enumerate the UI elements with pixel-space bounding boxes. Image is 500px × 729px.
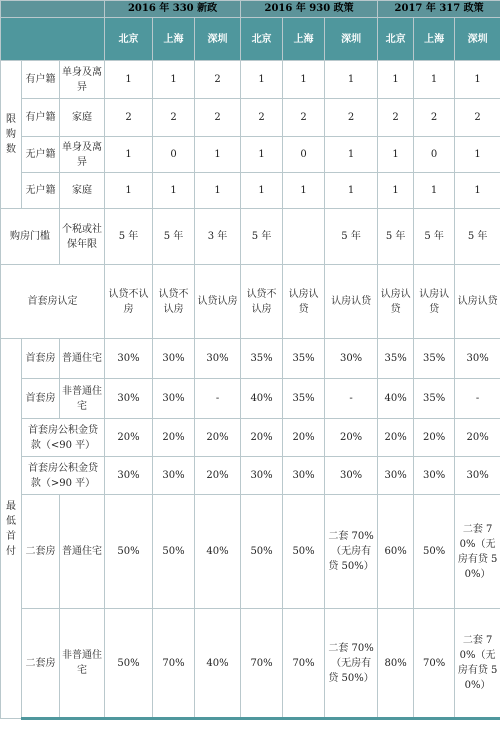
table-cell: 70% (283, 609, 325, 719)
table-cell: 5 年 (153, 209, 195, 265)
table-cell: 认房认贷 (283, 265, 325, 339)
row-category: 二套房 (22, 495, 60, 609)
table-cell: 认房认贷 (325, 265, 378, 339)
table-cell: 30% (283, 457, 325, 495)
table-cell: 35% (241, 339, 283, 379)
table-cell: 50% (105, 495, 153, 609)
table-cell: 70% (414, 609, 455, 719)
table-cell: 2 (195, 99, 241, 137)
table-cell: 认贷认房 (195, 265, 241, 339)
table-cell: 20% (283, 419, 325, 457)
table-cell: 5 年 (378, 209, 414, 265)
table-cell: 20% (105, 419, 153, 457)
table-cell: 20% (414, 419, 455, 457)
row-subcategory: 单身及离异 (60, 137, 105, 173)
table-cell: 1 (153, 61, 195, 99)
table-cell: 1 (455, 61, 500, 99)
table-cell: 二套 70%（无房有贷 50%） (455, 495, 500, 609)
row-category: 无户籍 (22, 137, 60, 173)
table-cell: 35% (283, 379, 325, 419)
table-cell: 5 年 (414, 209, 455, 265)
table-cell: 50% (414, 495, 455, 609)
table-cell: 5 年 (241, 209, 283, 265)
table-cell: 1 (105, 173, 153, 209)
row-category: 二套房 (22, 609, 60, 719)
table-cell: 2 (325, 99, 378, 137)
table-cell: 二套 70%（无房有贷 50%） (325, 495, 378, 609)
row-subcategory: 个税或社保年限 (60, 209, 105, 265)
table-cell: 30% (455, 457, 500, 495)
table-cell: 1 (195, 173, 241, 209)
table-cell: 35% (378, 339, 414, 379)
table-cell: 30% (153, 457, 195, 495)
table-cell: 5 年 (455, 209, 500, 265)
row-category: 首套房 (22, 379, 60, 419)
table-cell: 20% (455, 419, 500, 457)
table-cell: 0 (153, 137, 195, 173)
table-cell: 50% (153, 495, 195, 609)
row-category: 无户籍 (22, 173, 60, 209)
table-cell: 50% (105, 609, 153, 719)
table-cell (283, 209, 325, 265)
table-cell: 40% (241, 379, 283, 419)
row-category: 首套房公积金贷款（>90 平） (22, 457, 105, 495)
table-cell: 1 (105, 137, 153, 173)
city-header: 北京 (241, 18, 283, 61)
table-cell: 30% (414, 457, 455, 495)
city-header: 北京 (378, 18, 414, 61)
row-category: 有户籍 (22, 61, 60, 99)
table-cell: 35% (283, 339, 325, 379)
table-cell: 认贷不认房 (105, 265, 153, 339)
table-cell: 二套 70%（无房有贷 50%） (455, 609, 500, 719)
table-cell: 1 (241, 137, 283, 173)
table-cell: 30% (105, 379, 153, 419)
city-header: 上海 (414, 18, 455, 61)
city-header: 深圳 (455, 18, 500, 61)
table-cell: 40% (195, 495, 241, 609)
row-subcategory: 非普通住宅 (60, 379, 105, 419)
table-cell: 30% (105, 457, 153, 495)
table-cell: 2 (414, 99, 455, 137)
table-cell: 2 (241, 99, 283, 137)
section-recognition: 首套房认定 (1, 265, 105, 339)
table-cell: 认房认贷 (414, 265, 455, 339)
row-subcategory: 单身及离异 (60, 61, 105, 99)
city-header: 北京 (105, 18, 153, 61)
table-cell: 35% (414, 379, 455, 419)
table-cell: 30% (195, 339, 241, 379)
table-cell: 2 (283, 99, 325, 137)
city-header: 深圳 (325, 18, 378, 61)
table-cell: - (195, 379, 241, 419)
table-cell: 1 (241, 61, 283, 99)
table-cell: 1 (241, 173, 283, 209)
row-subcategory: 非普通住宅 (60, 609, 105, 719)
table-cell: 80% (378, 609, 414, 719)
city-header: 上海 (153, 18, 195, 61)
header-blank-2 (1, 18, 105, 61)
table-cell: 1 (378, 61, 414, 99)
table-cell: 35% (414, 339, 455, 379)
table-cell: 20% (241, 419, 283, 457)
row-category: 首套房公积金贷款（<90 平） (22, 419, 105, 457)
table-cell: 1 (283, 61, 325, 99)
section-purchase-limit: 限购数 (1, 61, 22, 209)
table-cell: 20% (325, 419, 378, 457)
table-cell: 30% (241, 457, 283, 495)
header-blank (1, 1, 105, 18)
table-cell: 20% (195, 457, 241, 495)
table-cell: 30% (378, 457, 414, 495)
table-cell: 1 (414, 61, 455, 99)
city-header: 上海 (283, 18, 325, 61)
table-cell: 1 (455, 173, 500, 209)
table-cell: 5 年 (105, 209, 153, 265)
table-cell: 1 (153, 173, 195, 209)
table-cell: 1 (325, 137, 378, 173)
table-cell: 70% (241, 609, 283, 719)
group-header-2017-317: 2017 年 317 政策 (378, 1, 500, 18)
table-cell: 认房认贷 (378, 265, 414, 339)
table-cell: 2 (378, 99, 414, 137)
city-header: 深圳 (195, 18, 241, 61)
table-cell: 40% (195, 609, 241, 719)
table-cell: 2 (153, 99, 195, 137)
row-category: 首套房 (22, 339, 60, 379)
table-cell: 20% (153, 419, 195, 457)
table-cell: 认房认贷 (455, 265, 500, 339)
row-subcategory: 普通住宅 (60, 495, 105, 609)
table-cell: 30% (153, 379, 195, 419)
table-cell: 认贷不认房 (153, 265, 195, 339)
table-cell: 50% (241, 495, 283, 609)
table-cell: 5 年 (325, 209, 378, 265)
table-cell: 40% (378, 379, 414, 419)
table-cell: 0 (283, 137, 325, 173)
row-subcategory: 普通住宅 (60, 339, 105, 379)
table-cell: 1 (283, 173, 325, 209)
table-cell: 30% (105, 339, 153, 379)
section-down-payment: 最低首付 (1, 339, 22, 719)
table-cell: 二套 70%（无房有贷 50%） (325, 609, 378, 719)
table-cell: 1 (195, 137, 241, 173)
table-cell: 30% (325, 339, 378, 379)
table-cell: 3 年 (195, 209, 241, 265)
table-cell: 2 (195, 61, 241, 99)
table-cell: - (455, 379, 500, 419)
group-header-2016-330: 2016 年 330 新政 (105, 1, 241, 18)
row-subcategory: 家庭 (60, 173, 105, 209)
section-threshold: 购房门槛 (1, 209, 60, 265)
table-cell: 30% (455, 339, 500, 379)
table-cell: 30% (153, 339, 195, 379)
table-cell: 1 (325, 173, 378, 209)
table-cell: 2 (105, 99, 153, 137)
table-cell: 1 (378, 137, 414, 173)
table-cell: - (325, 379, 378, 419)
row-category: 有户籍 (22, 99, 60, 137)
table-cell: 1 (378, 173, 414, 209)
table-cell: 1 (455, 137, 500, 173)
row-subcategory: 家庭 (60, 99, 105, 137)
table-cell: 1 (105, 61, 153, 99)
table-cell: 70% (153, 609, 195, 719)
table-cell: 50% (283, 495, 325, 609)
table-cell: 30% (325, 457, 378, 495)
group-header-2016-930: 2016 年 930 政策 (241, 1, 378, 18)
table-cell: 20% (195, 419, 241, 457)
table-cell: 60% (378, 495, 414, 609)
table-cell: 0 (414, 137, 455, 173)
table-cell: 20% (378, 419, 414, 457)
table-cell: 1 (414, 173, 455, 209)
table-cell: 1 (325, 61, 378, 99)
table-cell: 认贷不认房 (241, 265, 283, 339)
table-cell: 2 (455, 99, 500, 137)
